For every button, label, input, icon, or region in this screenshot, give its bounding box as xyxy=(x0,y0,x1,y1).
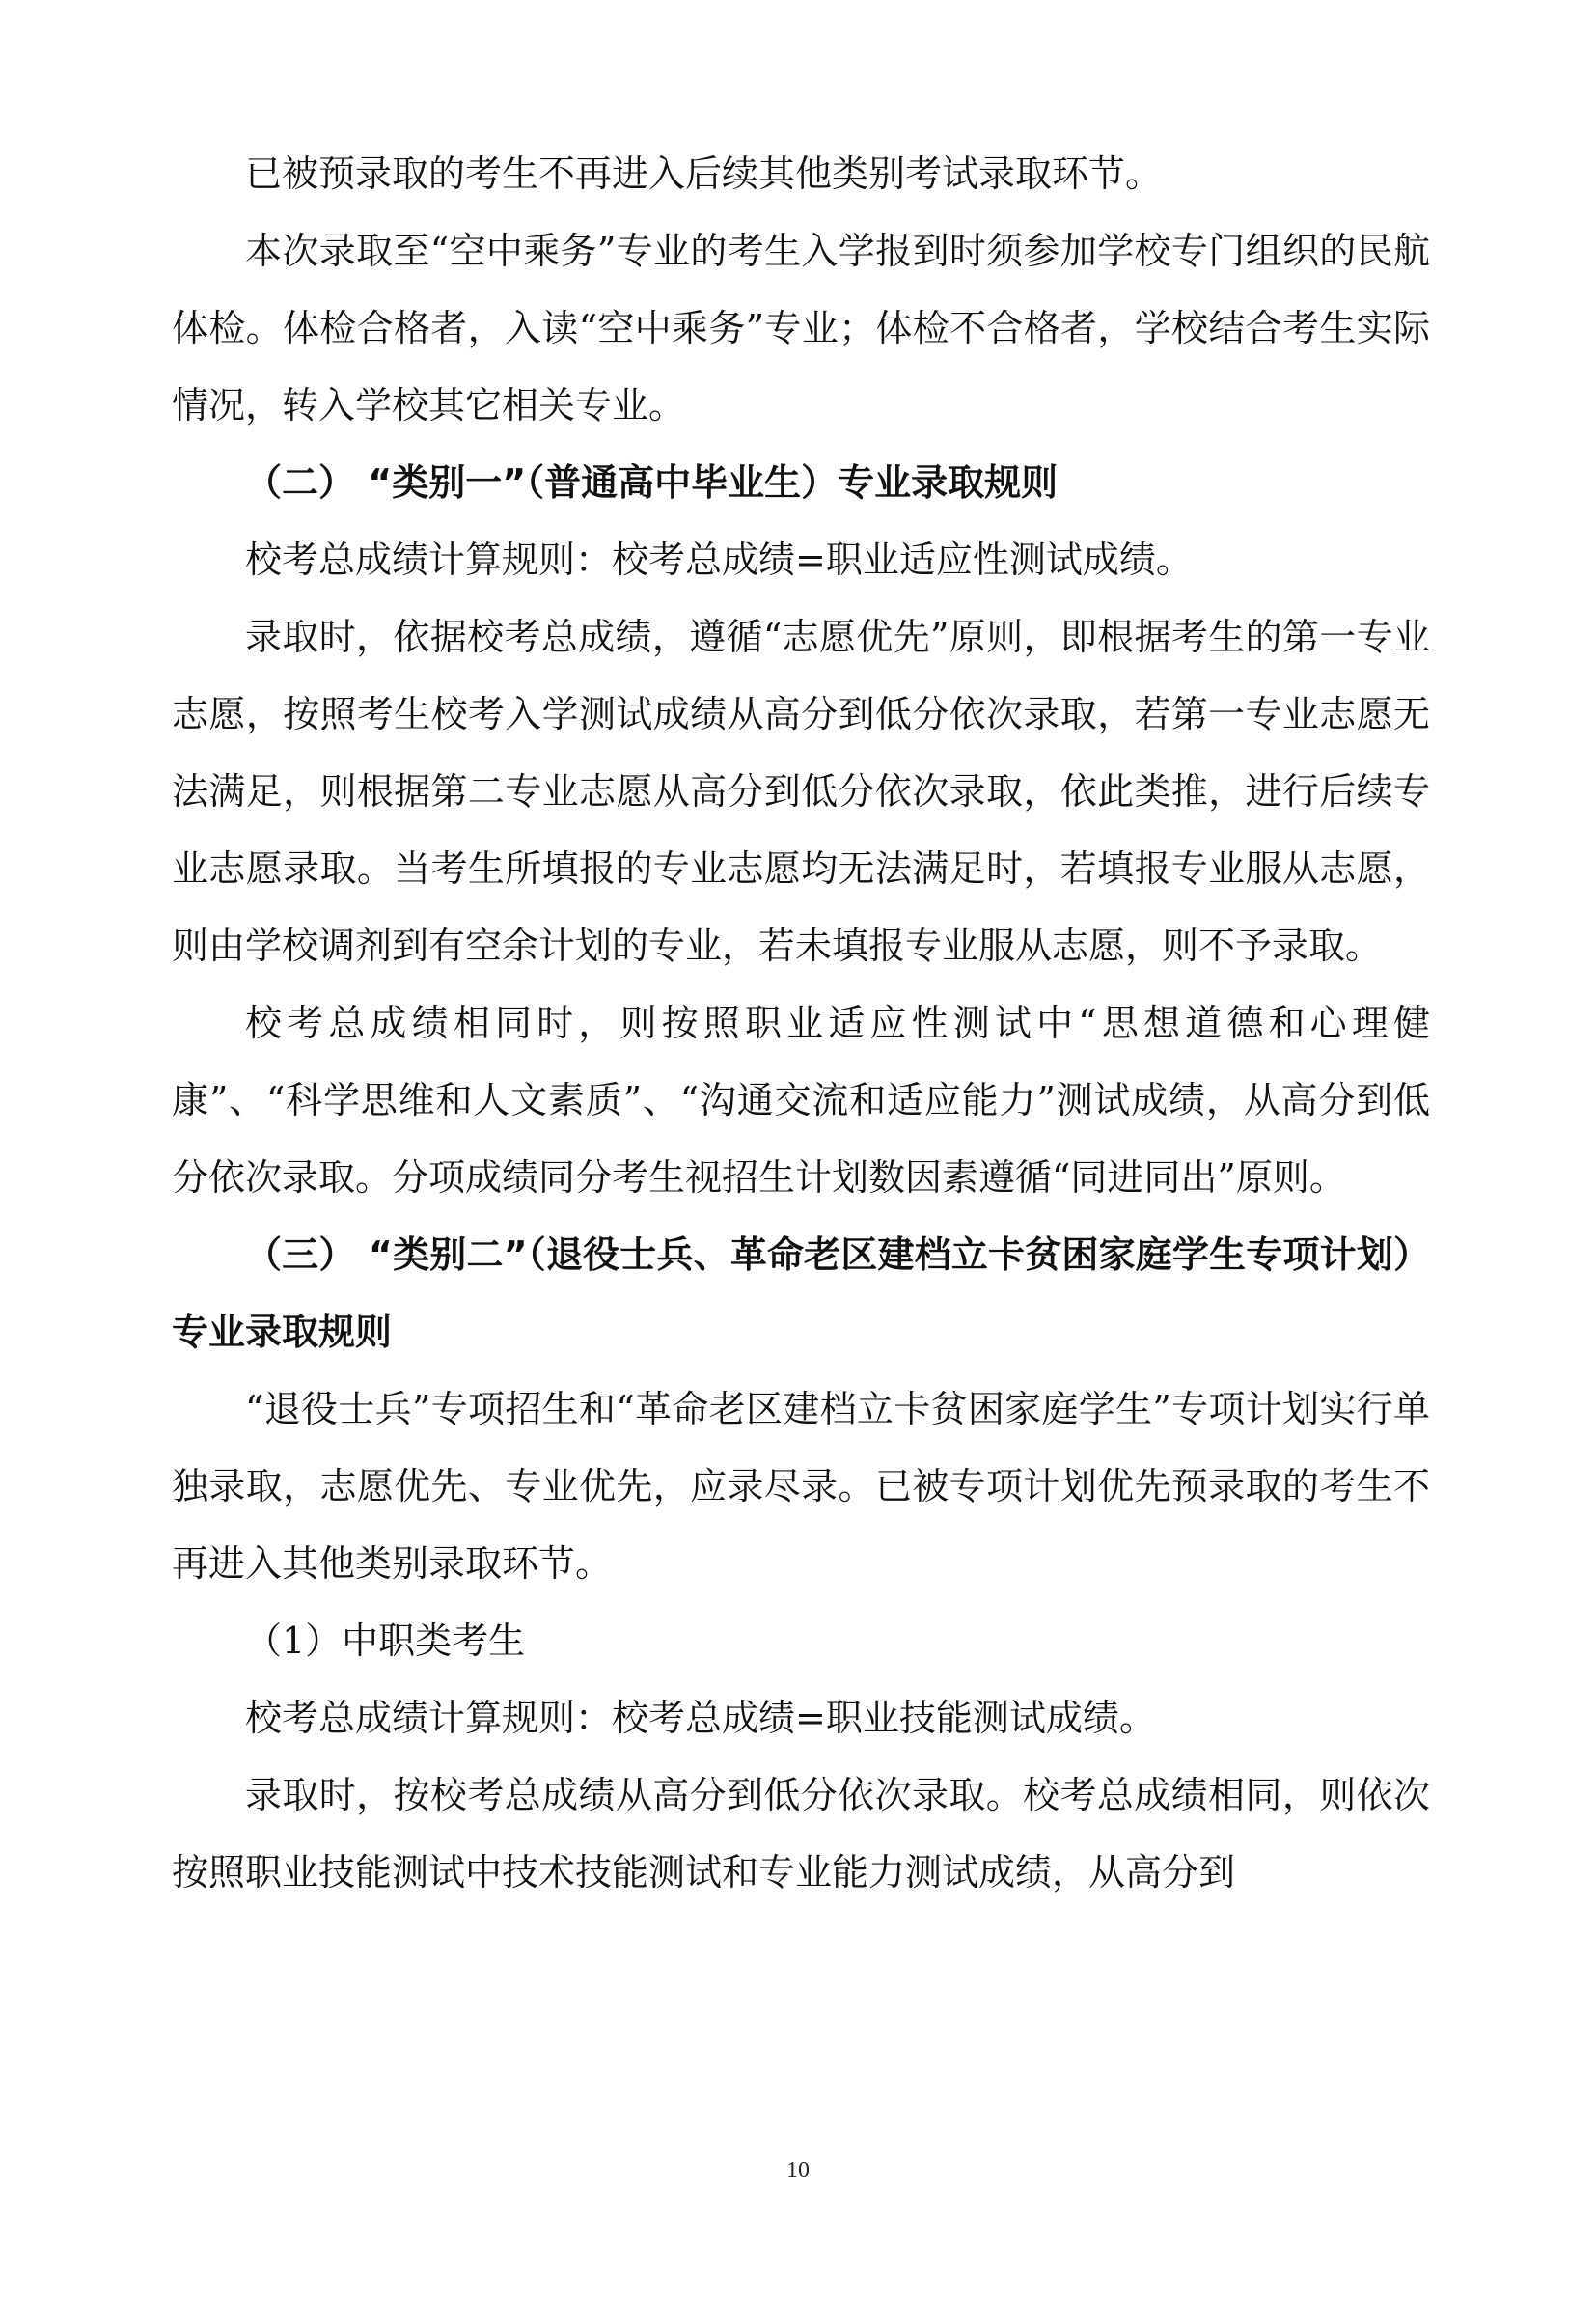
page-number: 10 xyxy=(786,2158,810,2183)
section-heading-category-one: （二） “类别一”（普通高中毕业生）专业录取规则 xyxy=(245,461,1059,504)
subheading-vocational-students: （1）中职类考生 xyxy=(245,1619,526,1662)
paragraph-tie-break-category-one: 校考总成绩相同时，则按照职业适应性测试中“思想道德和心理健康”、“科学思维和人文素质”、“沟通交流和适应能力”测试成绩，从高分到低分依次录取。分项成绩同分考生视招生计划数因素遵循“同进同出”原则。 xyxy=(172,1002,1430,1199)
paragraph-flight-attendant-physical: 本次录取至“空中乘务”专业的考生入学报到时须参加学校专门组织的民航体检。体检合格者，入读“空中乘务”专业；体检不合格者，学校结合考生实际情况，转入学校其它相关专业。 xyxy=(172,230,1430,427)
paragraph-admission-preference: 录取时，依据校考总成绩，遵循“志愿优先”原则，即根据考生的第一专业志愿，按照考生校考入学测试成绩从高分到低分依次录取，若第一专业志愿无法满足，则根据第二专业志愿从高分到低分依次录取，依此类推，进行后续专业志愿录取。当考生所填报的专业志愿均无法满足时，若填报专业服从志愿，则由学校调剂到有空余计划的专业，若未填报专业服从志愿，则不予录取。 xyxy=(172,616,1430,967)
document-body xyxy=(172,135,1430,1911)
paragraph-pre-admitted-note: 已被预录取的考生不再进入后续其他类别考试录取环节。 xyxy=(245,152,1163,195)
paragraph-special-plan: “退役士兵”专项招生和“革命老区建档立卡贫困家庭学生”专项计划实行单独录取，志愿优先、专业优先，应录尽录。已被专项计划优先预录取的考生不再进入其他类别录取环节。 xyxy=(172,1388,1430,1585)
paragraph-score-rule-vocational: 校考总成绩计算规则：校考总成绩=职业技能测试成绩。 xyxy=(245,1697,1156,1739)
paragraph-admission-vocational: 录取时，按校考总成绩从高分到低分依次录取。校考总成绩相同，则依次按照职业技能测试中技术技能测试和专业能力测试成绩，从高分到 xyxy=(172,1774,1430,1894)
section-heading-category-two: （三） “类别二”（退役士兵、革命老区建档立卡贫困家庭学生专项计划）专业录取规则 xyxy=(172,1233,1430,1353)
paragraph-score-rule-category-one: 校考总成绩计算规则：校考总成绩=职业适应性测试成绩。 xyxy=(245,539,1193,581)
